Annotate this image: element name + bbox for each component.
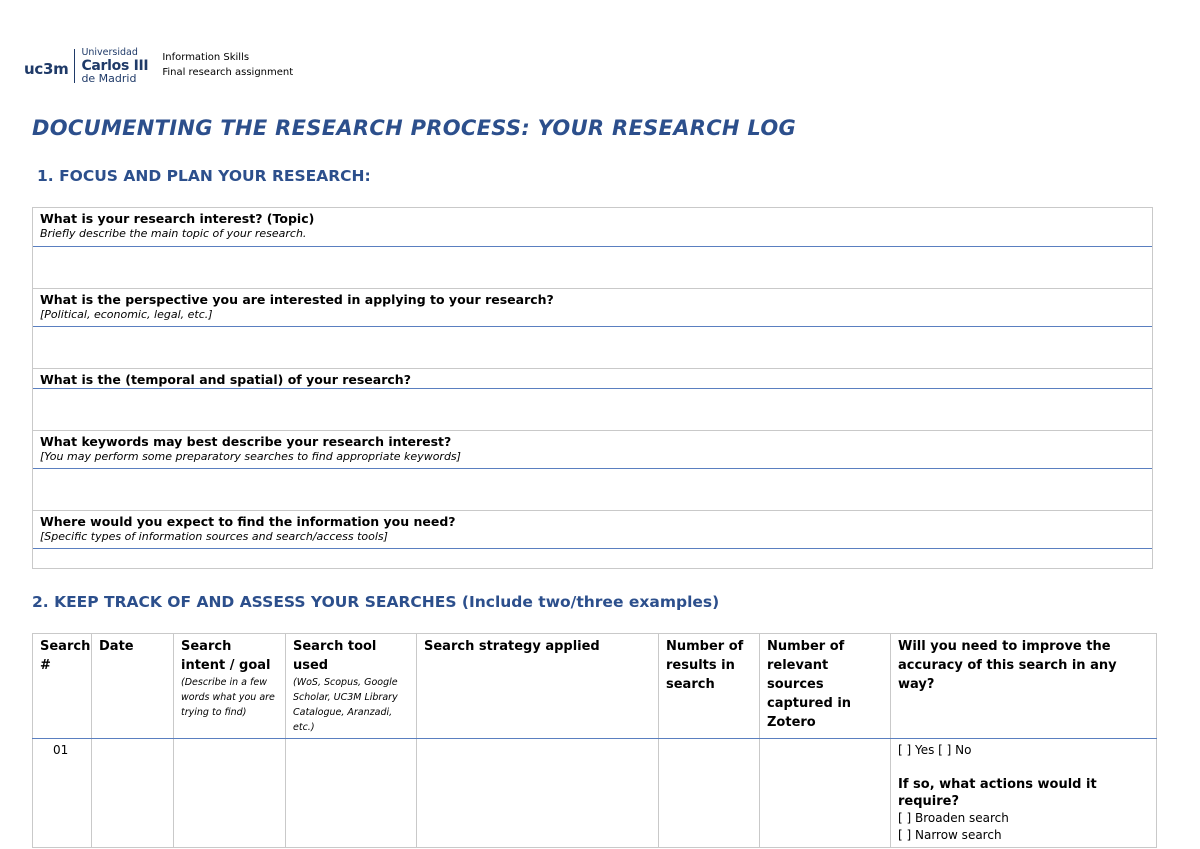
narrow-search-checkbox[interactable]: [ ] Narrow search [898,828,1002,842]
research-plan-form [32,207,1153,569]
question-label: What is the (temporal and spatial) of your research? [40,372,411,387]
university-logo [81,48,148,84]
results-count-cell[interactable] [659,739,760,848]
broaden-search-checkbox[interactable]: [ ] Broaden search [898,811,1009,825]
question-perspective [33,289,1152,327]
column-header-improve-accuracy: Will you need to improve the accuracy of this search in any way? [891,634,1157,739]
answer-field-sources[interactable] [33,549,1152,568]
column-header-search-strategy: Search strategy applied [417,634,659,739]
question-label: What is your research interest? (Topic) [40,211,315,226]
question-hint: [Specific types of information sources and search/access tools] [40,530,388,543]
column-hint: (Describe in a few words what you are trying to find) [181,677,275,718]
logo-divider [74,49,75,83]
question-scope [33,369,1152,389]
answer-field-keywords[interactable] [33,469,1152,511]
search-tool-cell[interactable] [286,739,417,848]
question-hint: Briefly describe the main topic of your research. [40,227,307,240]
question-keywords [33,431,1152,469]
column-header-search-intent: Search intent / goal (Describe in a few words what you are trying to find) [174,634,286,739]
assignment-name: Final research assignment [162,67,294,78]
actions-question: If so, what actions would it require? [898,777,1097,809]
section-1-heading: 1. FOCUS AND PLAN YOUR RESEARCH: [37,167,371,185]
question-label: Where would you expect to find the information you need? [40,514,456,529]
page-title: DOCUMENTING THE RESEARCH PROCESS: YOUR RESEARCH LOG [32,116,797,140]
question-hint: [You may perform some preparatory searches to find appropriate keywords] [40,450,461,463]
header-text [162,50,293,80]
question-topic [33,208,1152,247]
answer-field-scope[interactable] [33,389,1152,431]
section-2-heading: 2. KEEP TRACK OF AND ASSESS YOUR SEARCHES (Include two/three examples) [32,593,720,611]
logo-line-2: Carlos III [81,57,149,74]
answer-field-perspective[interactable] [33,327,1152,369]
question-label: What is the perspective you are interested in applying to your research? [40,292,554,307]
answer-field-topic[interactable] [33,247,1152,289]
date-cell[interactable] [92,739,174,848]
column-hint: (WoS, Scopus, Google Scholar, UC3M Library Catalogue, Aranzadi, etc.) [293,677,398,733]
document-header [24,48,293,84]
column-header-date: Date [92,634,174,739]
uc3m-logo-text: uc3m [24,60,69,78]
table-row [33,739,1157,848]
question-sources [33,511,1152,549]
logo-line-1: Universidad [81,47,138,58]
search-log-table [32,633,1157,848]
column-header-search-number: Search # [33,634,92,739]
column-header-results-count: Number of results in search [659,634,760,739]
yes-no-checkboxes[interactable]: [ ] Yes [ ] No [898,743,972,757]
search-strategy-cell[interactable] [417,739,659,848]
course-name: Information Skills [162,52,250,63]
search-number-cell: 01 [33,739,92,848]
improve-accuracy-cell [891,739,1157,848]
logo-line-3: de Madrid [81,71,137,85]
search-intent-cell[interactable] [174,739,286,848]
column-header-search-tool: Search tool used (WoS, Scopus, Google Scholar, UC3M Library Catalogue, Aranzadi, etc.) [286,634,417,739]
table-header-row [33,634,1157,739]
relevant-sources-cell[interactable] [760,739,891,848]
column-header-relevant-sources: Number of relevant sources captured in Zotero [760,634,891,739]
question-label: What keywords may best describe your research interest? [40,434,452,449]
question-hint: [Political, economic, legal, etc.] [40,308,213,321]
